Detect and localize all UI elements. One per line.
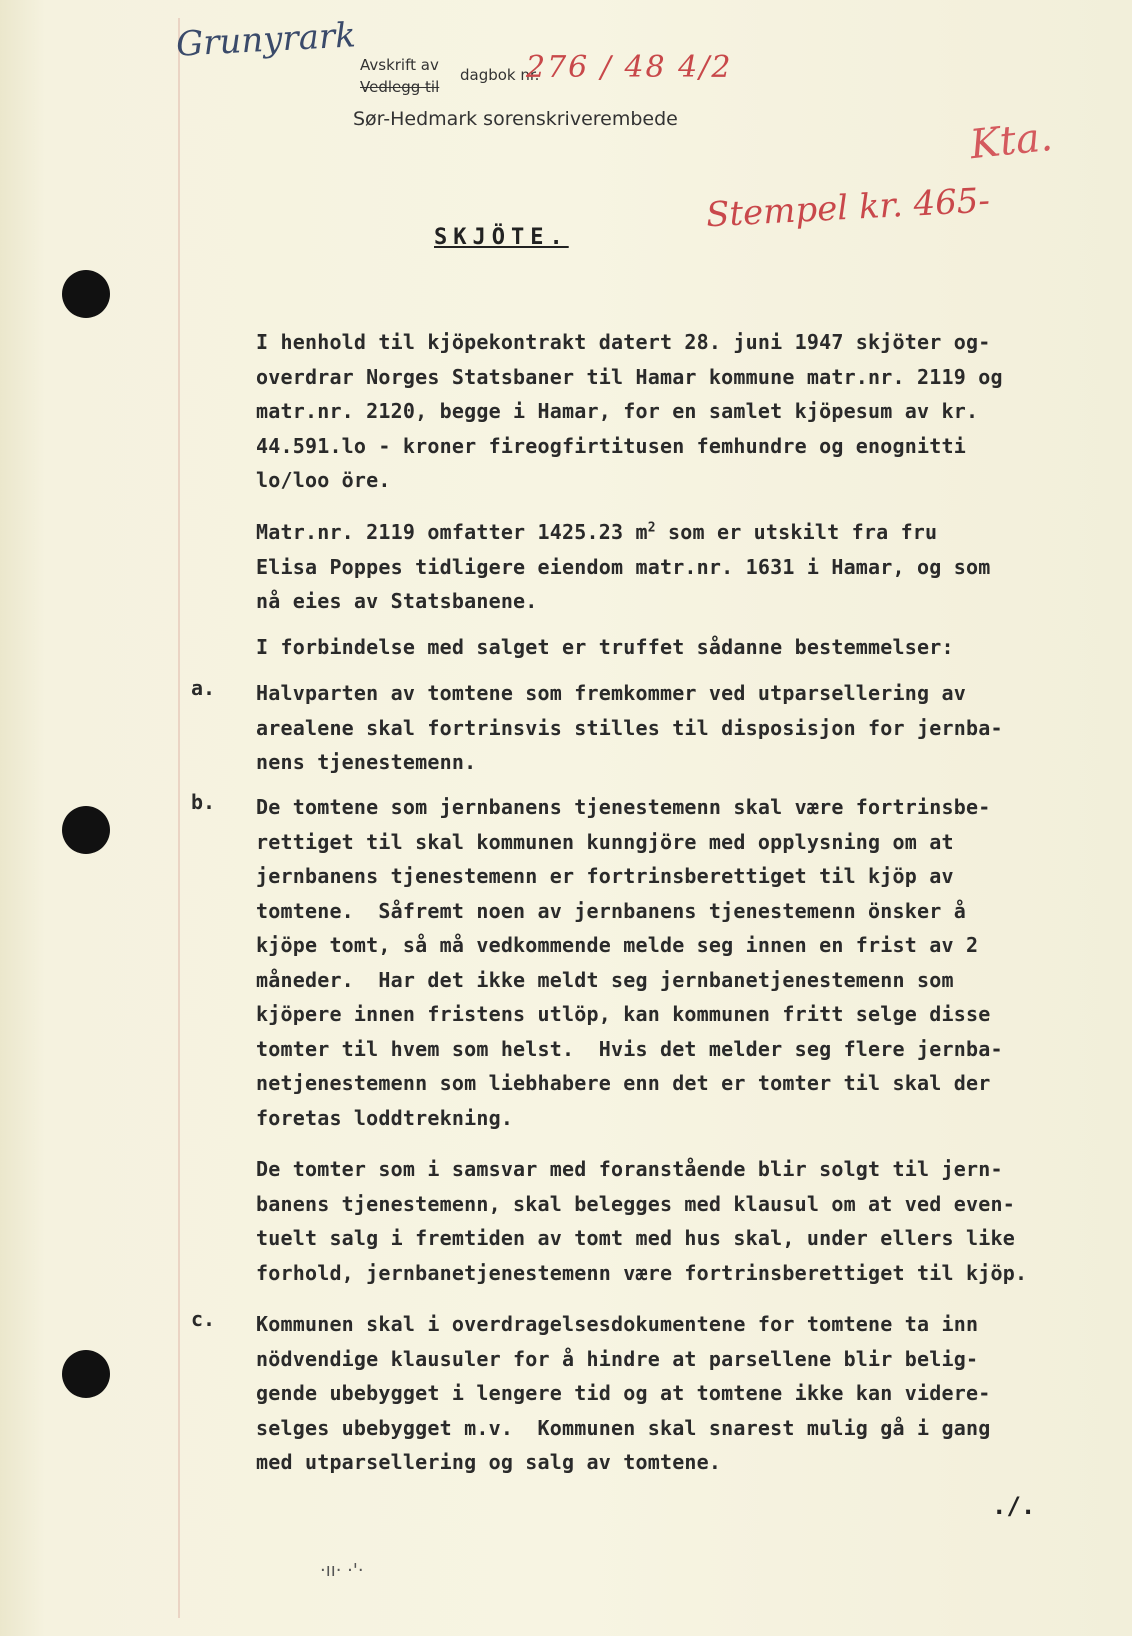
text-line: Elisa Poppes tidligere eiendom matr.nr. 1631 i Hamar, og som: [256, 554, 991, 579]
text-line: Kommunen skal i overdragelsesdokumentene for tomtene ta inn: [256, 1312, 979, 1336]
text-line: gende ubebygget i lengere tid og at tomtene ikke kan videre-: [256, 1381, 991, 1405]
punch-hole: [62, 270, 110, 318]
stempel-note: Stempel kr. 465-: [705, 180, 991, 236]
text-line: tomter til hvem som helst. Hvis det melder seg flere jernba-: [256, 1036, 1003, 1061]
handwritten-note-left: Grunyrark: [175, 15, 357, 65]
text-line: forhold, jernbanetjenestemenn være fortrinsberettiget til kjöp.: [256, 1260, 1028, 1285]
dagbok-number: 276 / 48 4/2: [526, 50, 733, 85]
bottom-scribble: ·ıı· ·'·: [320, 1560, 364, 1581]
text-line: Matr.nr. 2119 omfatter 1425.23 $m^2$ som er utskilt fra fru: [256, 520, 938, 544]
paragraph-1: [256, 325, 1106, 498]
text-line: De tomtene som jernbanens tjenestemenn skal være fortrinsbe-: [256, 795, 991, 819]
copy-stamp-line1: Avskrift av: [360, 56, 439, 74]
continuation-mark: ./.: [992, 1492, 1036, 1520]
red-initials: Kta.: [967, 113, 1055, 169]
text-line: Halvparten av tomtene som fremkommer ved utparsellering av: [256, 681, 966, 705]
item-b: [256, 790, 1106, 1135]
document-title: SKJÖTE.: [434, 225, 569, 250]
text-line: nens tjenestemenn.: [256, 750, 477, 774]
text-line: tomtene. Såfremt noen av jernbanens tjenestemenn önsker å: [256, 898, 966, 923]
text-line: tuelt salg i fremtiden av tomt med hus skal, under ellers like: [256, 1226, 1015, 1250]
text-line: overdrar Norges Statsbaner til Hamar kommune matr.nr. 2119 og: [256, 364, 1003, 389]
punch-hole: [62, 1350, 110, 1398]
text-line: arealene skal fortrinsvis stilles til disposisjon for jernba-: [256, 715, 1003, 740]
item-b-continued: [256, 1152, 1106, 1290]
text-line: netjenestemenn som liebhabere enn det er tomter til skal der: [256, 1071, 991, 1095]
item-marker-c: c.: [191, 1307, 216, 1331]
copy-stamp-line2: Vedlegg til: [360, 78, 440, 96]
text-line: banens tjenestemenn, skal belegges med klausul om at ved even-: [256, 1191, 1015, 1216]
court-stamp: Sør-Hedmark sorenskriverembede: [353, 108, 678, 130]
item-marker-b: b.: [191, 790, 216, 814]
paragraph-2: [256, 515, 1106, 619]
text-line: jernbanens tjenestemenn er fortrinsberettiget til kjöp av: [256, 864, 954, 888]
text-line: rettiget til skal kommunen kunngjöre med opplysning om at: [256, 829, 954, 854]
text-line: 44.591.lo - kroner fireogfirtitusen femhundre og enognitti: [256, 433, 966, 458]
text-line: kjöpe tomt, så må vedkommende melde seg innen en frist av 2: [256, 933, 979, 957]
paragraph-3: [256, 630, 1106, 665]
item-a: [256, 676, 1106, 780]
text-line: nödvendige klausuler for å hindre at parsellene blir belig-: [256, 1346, 979, 1371]
margin-line: [178, 18, 180, 1618]
text-line: matr.nr. 2120, begge i Hamar, for en samlet kjöpesum av kr.: [256, 399, 979, 423]
text-line: med utparsellering og salg av tomtene.: [256, 1450, 722, 1474]
text-line: I henhold til kjöpekontrakt datert 28. juni 1947 skjöter og-: [256, 330, 991, 354]
text-line: selges ubebygget m.v. Kommunen skal snarest mulig gå i gang: [256, 1415, 991, 1440]
dagbok-label: dagbok nr.: [460, 66, 540, 84]
text-line: lo/loo öre.: [256, 468, 391, 492]
text-line: nå eies av Statsbanene.: [256, 589, 538, 613]
text-line: De tomter som i samsvar med foranstående blir solgt til jern-: [256, 1157, 1003, 1181]
item-marker-a: a.: [191, 676, 216, 700]
text-line: foretas loddtrekning.: [256, 1105, 514, 1130]
text-line: måneder. Har det ikke meldt seg jernbanetjenestemenn som: [256, 967, 954, 992]
punch-hole: [62, 806, 110, 854]
item-c: [256, 1307, 1106, 1480]
text-line: I forbindelse med salget er truffet sådanne bestemmelser:: [256, 635, 954, 659]
text-line: kjöpere innen fristens utlöp, kan kommunen fritt selge disse: [256, 1002, 991, 1026]
